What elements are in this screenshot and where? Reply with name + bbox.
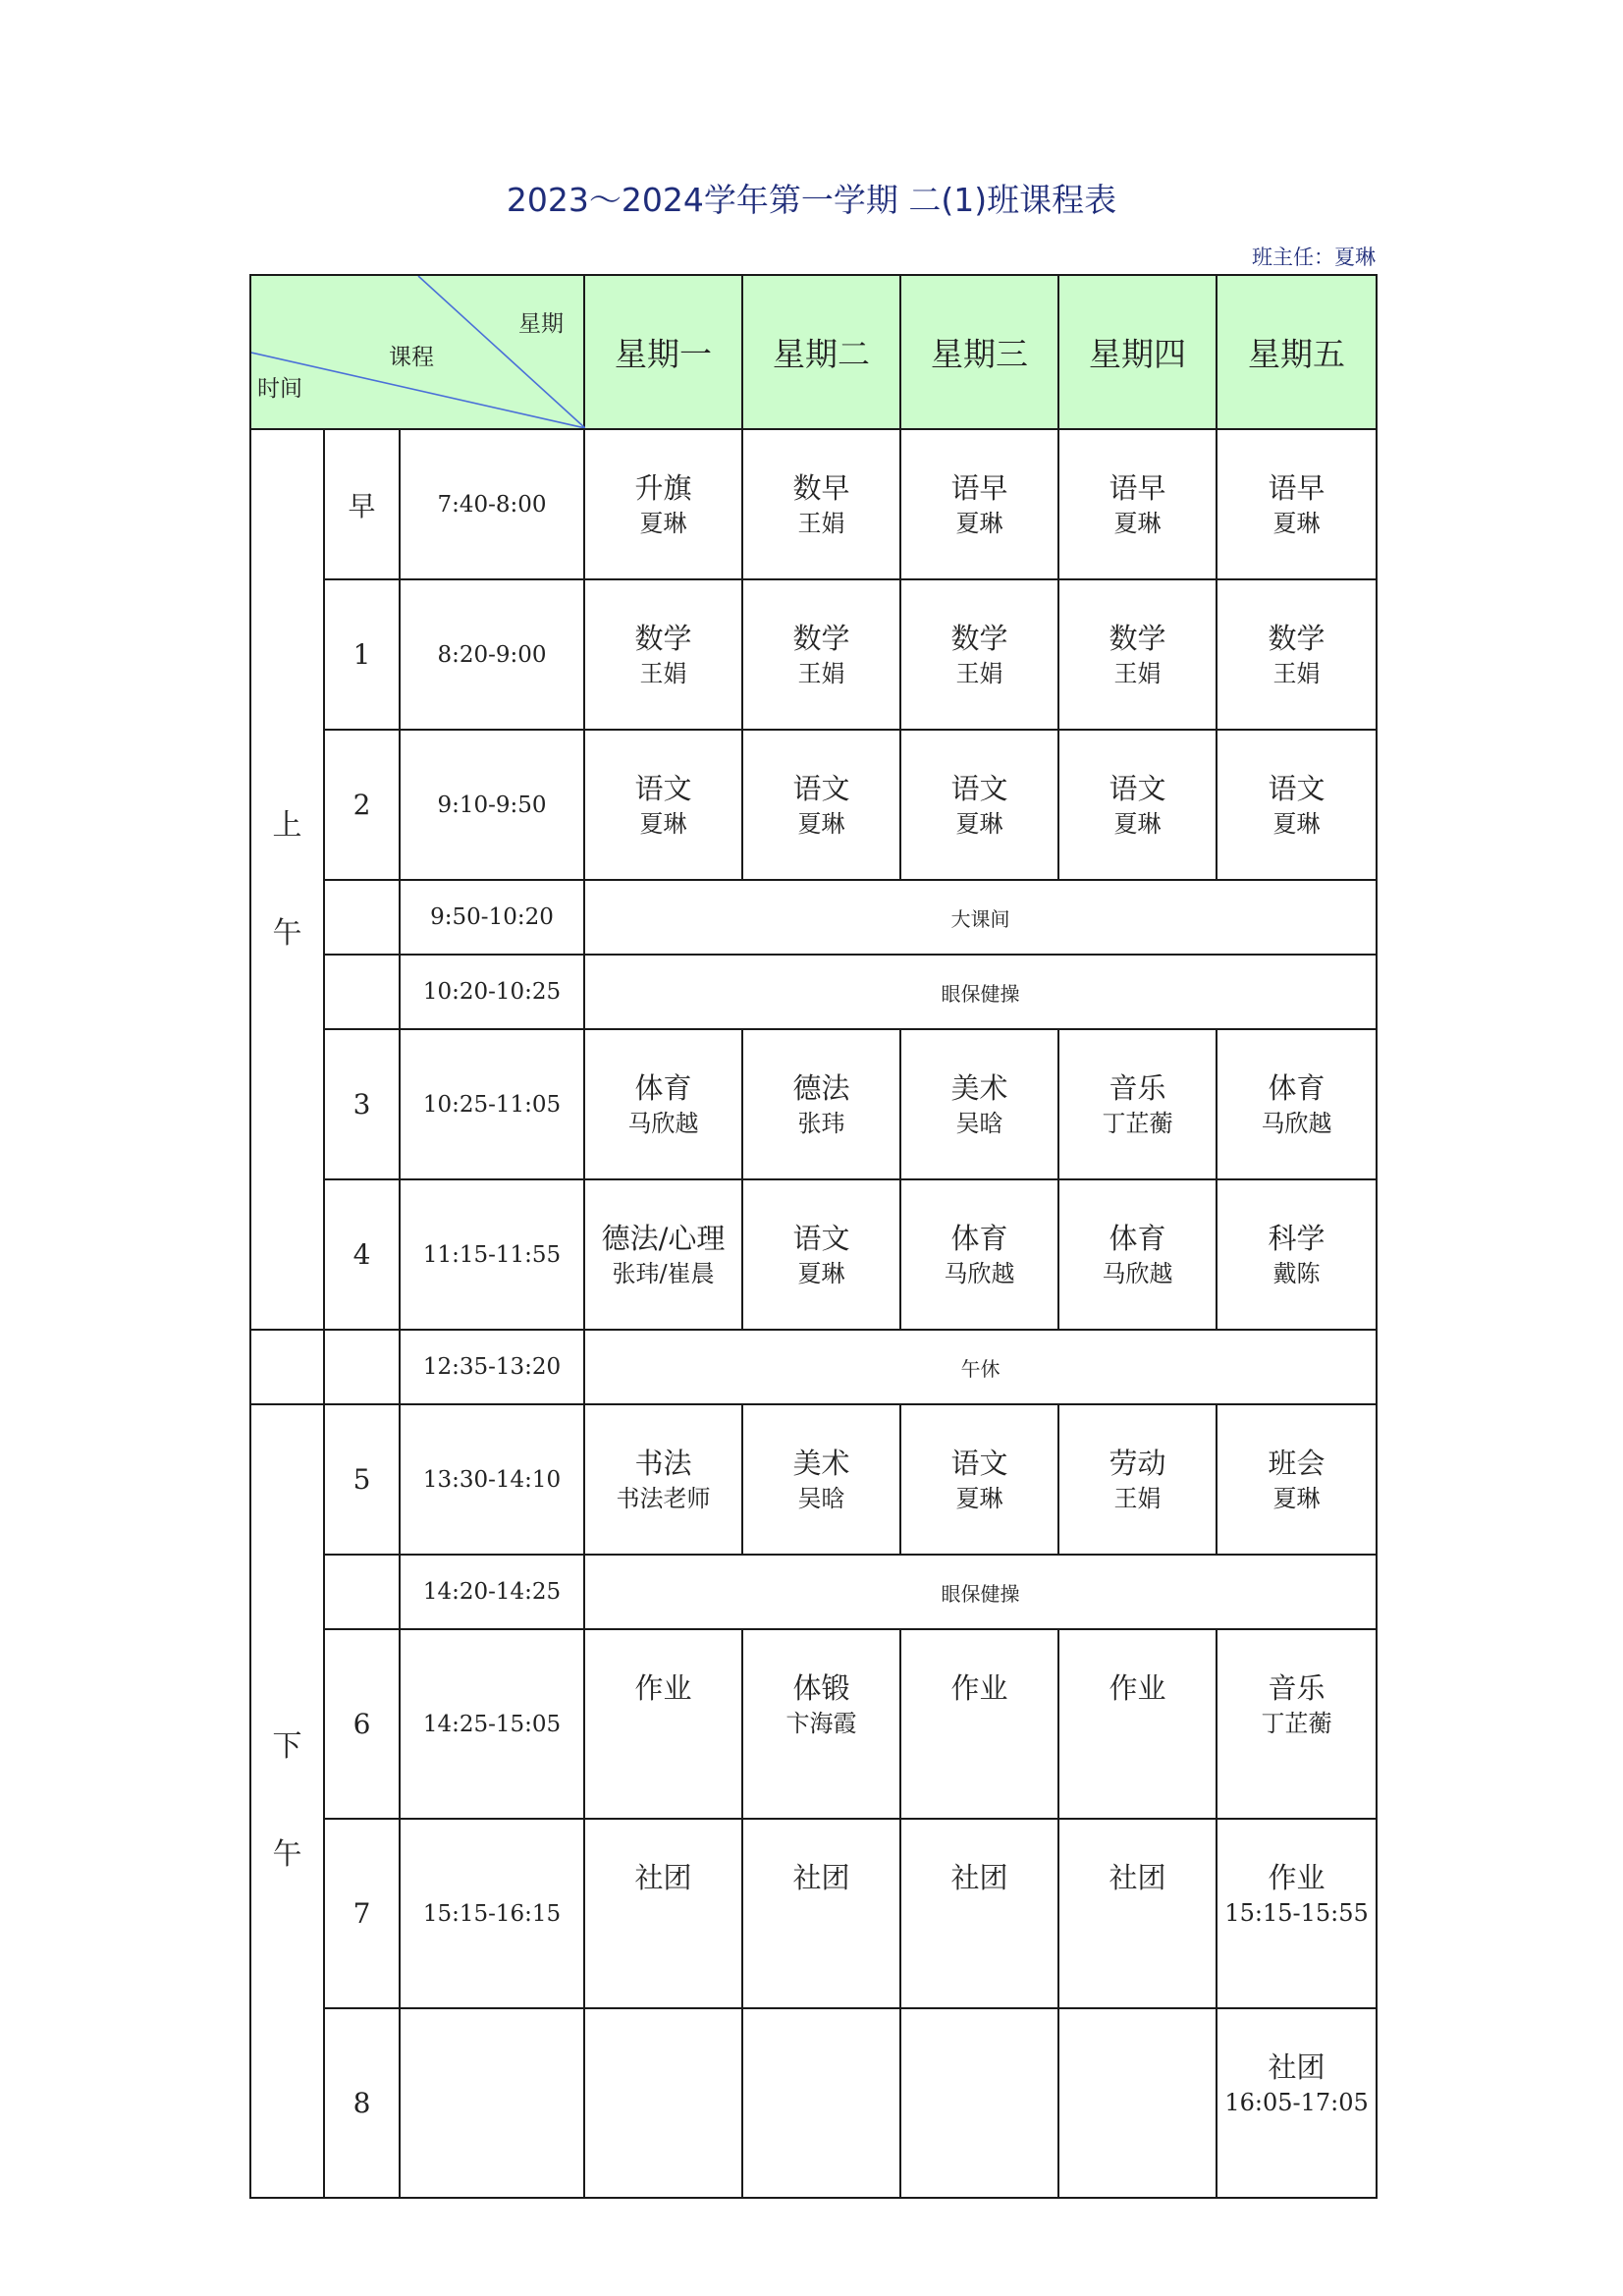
lesson-cell: 语早 夏琳 <box>900 429 1058 579</box>
period-time: 10:25-11:05 <box>400 1029 584 1179</box>
corner-weekday-label: 星期 <box>518 311 564 337</box>
period-number: 8 <box>324 2008 400 2198</box>
lesson-cell: 语文 夏琳 <box>900 730 1058 880</box>
period-time: 10:20-10:25 <box>400 955 584 1029</box>
lesson-cell: 作业 <box>1058 1629 1217 1819</box>
lesson-cell: 数早 王娟 <box>742 429 900 579</box>
lesson-cell: 德法/心理 张玮/崔晨 <box>584 1179 742 1330</box>
lesson-cell: 社团 <box>1058 1819 1217 2008</box>
lesson-cell: 音乐 丁芷蘅 <box>1217 1629 1377 1819</box>
lesson-cell: 升旗 夏琳 <box>584 429 742 579</box>
period-time: 11:15-11:55 <box>400 1179 584 1330</box>
lesson-cell: 体育 马欣越 <box>1217 1029 1377 1179</box>
lesson-cell: 社团 <box>584 1819 742 2008</box>
day-header: 星期一 <box>584 275 742 429</box>
corner-time-label: 时间 <box>257 376 302 402</box>
lesson-cell: 作业 <box>900 1629 1058 1819</box>
table-row <box>250 955 1377 1029</box>
lesson-cell: 社团 16:05-17:05 <box>1217 2008 1377 2198</box>
lesson-cell: 书法 书法老师 <box>584 1404 742 1555</box>
period-number <box>324 955 400 1029</box>
day-header: 星期四 <box>1058 275 1217 429</box>
table-row <box>250 1404 1377 1555</box>
period-number: 3 <box>324 1029 400 1179</box>
table-row <box>250 1819 1377 2008</box>
period-time: 12:35-13:20 <box>400 1330 584 1404</box>
lesson-cell: 语早 夏琳 <box>1058 429 1217 579</box>
corner-header <box>250 275 584 429</box>
morning-label: 上 午 <box>250 429 324 1330</box>
lesson-cell: 社团 <box>900 1819 1058 2008</box>
lesson-cell: 劳动 王娟 <box>1058 1404 1217 1555</box>
period-time: 8:20-9:00 <box>400 579 584 730</box>
table-row <box>250 1179 1377 1330</box>
lesson-cell: 语早 夏琳 <box>1217 429 1377 579</box>
period-number <box>324 1330 400 1404</box>
timetable <box>249 274 1378 2199</box>
afternoon-label: 下 午 <box>250 1404 324 2198</box>
table-row <box>250 579 1377 730</box>
lesson-cell <box>900 2008 1058 2198</box>
period-time: 13:30-14:10 <box>400 1404 584 1555</box>
lesson-cell: 科学 戴陈 <box>1217 1179 1377 1330</box>
period-time: 7:40-8:00 <box>400 429 584 579</box>
period-number: 4 <box>324 1179 400 1330</box>
table-row <box>250 1330 1377 1404</box>
lesson-cell: 数学 王娟 <box>584 579 742 730</box>
lesson-cell: 语文 夏琳 <box>1217 730 1377 880</box>
table-row <box>250 1629 1377 1819</box>
lesson-cell: 体育 马欣越 <box>1058 1179 1217 1330</box>
lesson-cell <box>584 2008 742 2198</box>
lesson-cell: 美术 吴晗 <box>900 1029 1058 1179</box>
table-row <box>250 880 1377 955</box>
lesson-cell: 作业 <box>584 1629 742 1819</box>
period-time: 15:15-16:15 <box>400 1819 584 2008</box>
lesson-cell: 数学 王娟 <box>900 579 1058 730</box>
period-time: 14:20-14:25 <box>400 1555 584 1629</box>
day-header: 星期三 <box>900 275 1058 429</box>
break-cell: 眼保健操 <box>584 955 1377 1029</box>
lesson-cell: 美术 吴晗 <box>742 1404 900 1555</box>
lesson-cell: 数学 王娟 <box>1058 579 1217 730</box>
period-number: 早 <box>324 429 400 579</box>
head-teacher-label: 班主任：夏琳 <box>1252 246 1376 269</box>
period-time: 14:25-15:05 <box>400 1629 584 1819</box>
table-row <box>250 2008 1377 2198</box>
lesson-cell: 数学 王娟 <box>742 579 900 730</box>
lesson-cell: 作业 15:15-15:55 <box>1217 1819 1377 2008</box>
period-number: 6 <box>324 1629 400 1819</box>
table-row <box>250 429 1377 579</box>
lesson-cell: 语文 夏琳 <box>584 730 742 880</box>
lesson-cell: 体育 马欣越 <box>584 1029 742 1179</box>
break-cell: 午休 <box>584 1330 1377 1404</box>
day-header: 星期五 <box>1217 275 1377 429</box>
period-number: 2 <box>324 730 400 880</box>
page-title: 2023～2024学年第一学期 二(1)班课程表 <box>506 181 1117 219</box>
table-row <box>250 1029 1377 1179</box>
corner-course-label: 课程 <box>389 345 434 370</box>
period-number: 5 <box>324 1404 400 1555</box>
day-header: 星期二 <box>742 275 900 429</box>
lesson-cell: 体育 马欣越 <box>900 1179 1058 1330</box>
lesson-cell: 音乐 丁芷蘅 <box>1058 1029 1217 1179</box>
table-row <box>250 1555 1377 1629</box>
lesson-cell: 社团 <box>742 1819 900 2008</box>
period-number <box>324 880 400 955</box>
lesson-cell: 体锻 卞海霞 <box>742 1629 900 1819</box>
header-row <box>250 275 1377 429</box>
lesson-cell: 语文 夏琳 <box>900 1404 1058 1555</box>
period-time: 9:10-9:50 <box>400 730 584 880</box>
period-number <box>324 1555 400 1629</box>
period-number: 1 <box>324 579 400 730</box>
break-cell: 大课间 <box>584 880 1377 955</box>
lesson-cell: 语文 夏琳 <box>742 1179 900 1330</box>
period-time: 9:50-10:20 <box>400 880 584 955</box>
table-row <box>250 730 1377 880</box>
lesson-cell <box>742 2008 900 2198</box>
empty-cell <box>250 1330 324 1404</box>
lesson-cell: 语文 夏琳 <box>742 730 900 880</box>
period-number: 7 <box>324 1819 400 2008</box>
lesson-cell: 德法 张玮 <box>742 1029 900 1179</box>
period-time <box>400 2008 584 2198</box>
lesson-cell <box>1058 2008 1217 2198</box>
break-cell: 眼保健操 <box>584 1555 1377 1629</box>
lesson-cell: 数学 王娟 <box>1217 579 1377 730</box>
lesson-cell: 班会 夏琳 <box>1217 1404 1377 1555</box>
lesson-cell: 语文 夏琳 <box>1058 730 1217 880</box>
